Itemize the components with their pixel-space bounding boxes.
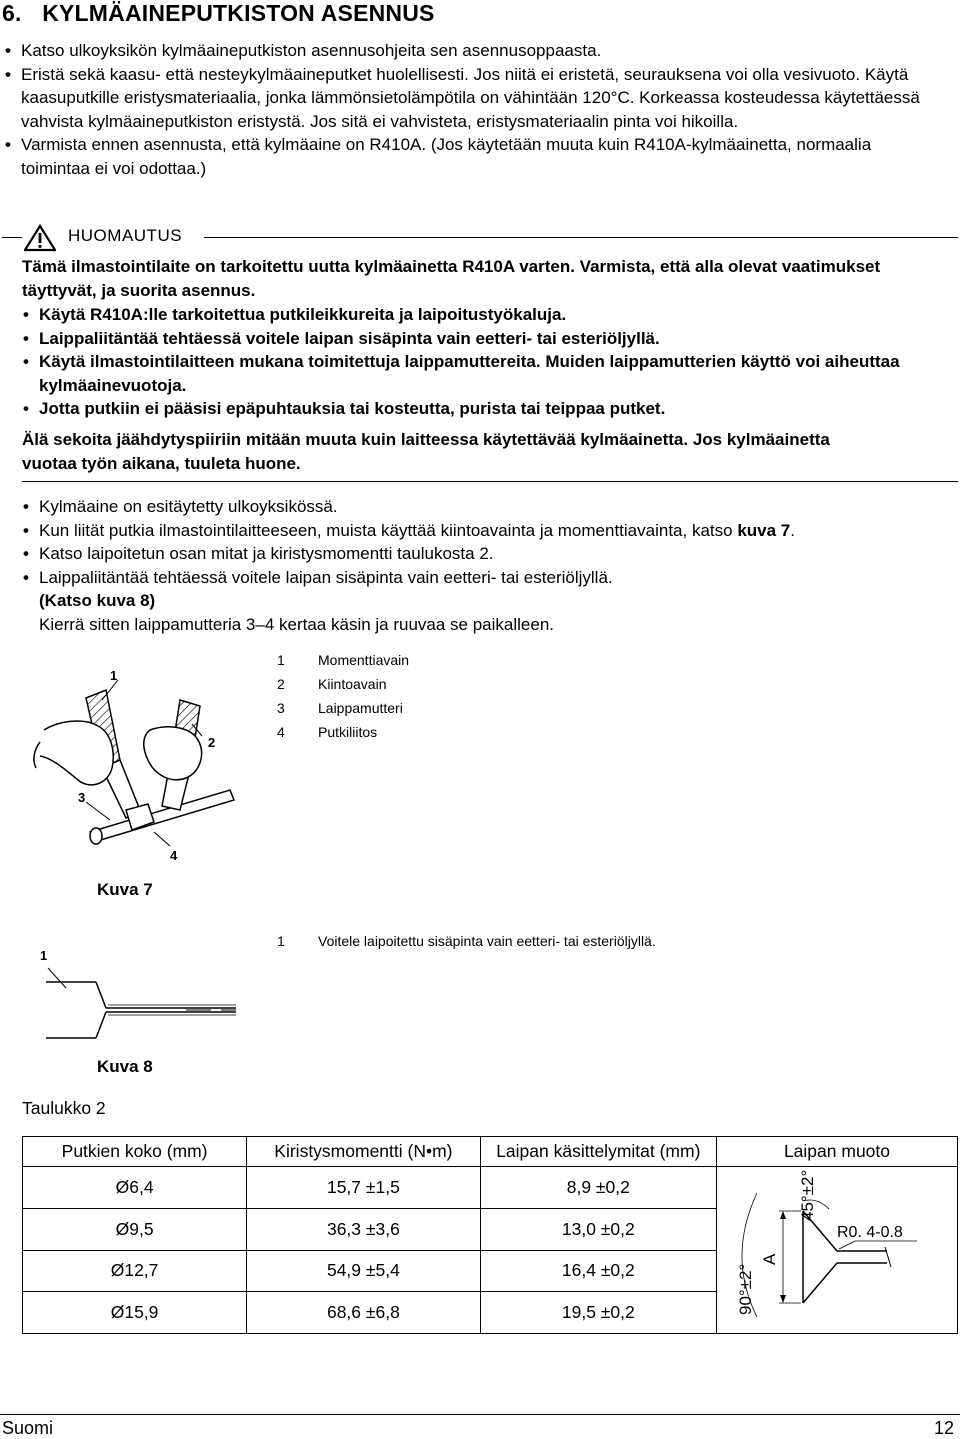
callout-3: 3 <box>78 790 86 805</box>
table-row <box>23 1167 958 1209</box>
legend-item: 1 Voitele laipoitettu sisäpinta vain eetteri- tai esteriöljyllä. <box>277 933 656 949</box>
table-cell: Ø12,7 <box>23 1250 247 1292</box>
warning-icon <box>24 224 56 252</box>
column-header: Putkien koko (mm) <box>23 1137 247 1167</box>
table-cell: 8,9 ±0,2 <box>480 1167 716 1209</box>
figure-reference: kuva 7 <box>737 520 791 540</box>
flare-illustration <box>36 960 276 1050</box>
section-heading <box>2 0 435 27</box>
figure-reference: (Katso kuva 8) <box>39 591 156 610</box>
column-header: Kiristysmomentti (N•m) <box>247 1137 480 1167</box>
notice-label: HUOMAUTUS <box>68 226 183 245</box>
list-item: • Laippaliitäntää tehtäessä voitele laipan sisäpinta vain eetteri- tai esteriöljyllä. <box>22 327 958 351</box>
section-title: KYLMÄAINEPUTKISTON ASENNUS <box>42 0 435 26</box>
table-cell: 13,0 ±0,2 <box>480 1208 716 1250</box>
step-text: Laippaliitäntää tehtäessä voitele laipan sisäpinta vain eetteri- tai esteriöljyllä. <box>39 567 613 587</box>
dimension-a-label: A <box>759 1253 779 1265</box>
notice-rule-right <box>204 237 958 238</box>
intro-list <box>4 39 954 180</box>
table-cell: Ø9,5 <box>23 1208 247 1250</box>
callout-4: 4 <box>170 848 178 863</box>
list-item <box>22 566 958 637</box>
notice-list <box>22 303 958 421</box>
figure-8-legend <box>277 929 877 953</box>
list-item: • Käytä R410A:lle tarkoitettua putkileikkureita ja laipoitustyökaluja. <box>22 303 958 327</box>
list-item: • Katso laipoitetun osan mitat ja kiristysmomentti taulukosta 2. <box>22 542 958 566</box>
figure-7-caption: Kuva 7 <box>97 880 153 899</box>
notice-rule-left <box>2 237 22 238</box>
column-header: Laipan muoto <box>716 1137 957 1167</box>
angle-90-label: 90°±2° <box>735 1263 755 1315</box>
callout-1: 1 <box>110 668 118 683</box>
legend-item: 4 Putkiliitos <box>277 724 378 740</box>
table-cell: 16,4 ±0,2 <box>480 1250 716 1292</box>
torque-table <box>22 1136 958 1334</box>
list-item: • Jotta putkiin ei pääsisi epäpuhtauksia tai kosteutta, purista tai teippaa putket. <box>22 397 958 421</box>
notice-bottom-rule <box>22 481 958 482</box>
section-number: 6. <box>2 0 22 26</box>
list-item: • Käytä ilmastointilaitteen mukana toimitettuja laippamuttereita. Muiden laippamutterien käyttö voi aiheuttaa kylmäainevuotoja. <box>22 350 958 397</box>
wrench-illustration <box>30 660 260 870</box>
flare-shape-diagram <box>717 1167 957 1333</box>
notice-closing: Älä sekoita jäähdytyspiiriin mitään muuta kuin laitteessa käytettävää kylmäainetta. Jos kylmäainetta vuotaa työn aikana, tuuleta huone. <box>22 430 830 473</box>
page-number: 12 <box>933 1418 954 1438</box>
steps-list <box>22 495 958 636</box>
column-header: Laipan käsittelymitat (mm) <box>480 1137 716 1167</box>
legend-item: 1 Momenttiavain <box>277 652 410 668</box>
notice-lead: Tämä ilmastointilaite on tarkoitettu uutta kylmäainetta R410A varten. Varmista, että alla olevat vaatimukset täyttyvät, ja suorita asennus. <box>22 257 881 300</box>
table-cell: 68,6 ±6,8 <box>247 1292 480 1334</box>
table-title: Taulukko 2 <box>22 1098 106 1118</box>
figure-7-legend <box>277 648 577 744</box>
step-text: Kierrä sitten laippamutteria 3–4 kertaa käsin ja ruuvaa se paikalleen. <box>39 614 555 634</box>
table-cell: 36,3 ±3,6 <box>247 1208 480 1250</box>
list-item: • Kylmäaine on esitäytetty ulkoyksikössä. <box>22 495 958 519</box>
footer-rule <box>0 1414 960 1415</box>
legend-item: 3 Laippamutteri <box>277 700 403 716</box>
table-cell: 54,9 ±5,4 <box>247 1250 480 1292</box>
legend-item: 2 Kiintoavain <box>277 676 387 692</box>
table-cell: Ø6,4 <box>23 1167 247 1209</box>
step-text-end: . <box>790 520 795 540</box>
notice-header <box>2 224 958 252</box>
footer-language: Suomi <box>2 1418 54 1438</box>
callout-1: 1 <box>40 948 48 963</box>
list-item: • Katso ulkoyksikön kylmäaineputkiston asennusohjeita sen asennusoppaasta. <box>4 39 954 63</box>
radius-label: R0. 4-0.8 <box>836 1224 903 1241</box>
angle-45-label: 45°±2° <box>797 1169 817 1221</box>
flare-shape-cell <box>716 1167 957 1334</box>
table-cell: 15,7 ±1,5 <box>247 1167 480 1209</box>
figure-8-caption: Kuva 8 <box>97 1057 153 1076</box>
callout-2: 2 <box>208 735 216 750</box>
table-cell: 19,5 ±0,2 <box>480 1292 716 1334</box>
list-item <box>22 519 958 543</box>
table-header-row <box>23 1137 958 1167</box>
list-item: • Varmista ennen asennusta, että kylmäaine on R410A. (Jos käytetään muuta kuin R410A-kylmäainetta, normaalia toimintaa ei voi odottaa.) <box>4 133 954 180</box>
step-text: Kun liität putkia ilmastointilaitteeseen, muista käyttää kiintoavainta ja momenttiavainta, katso <box>39 520 738 540</box>
list-item: • Eristä sekä kaasu- että nesteykylmäaineputket huolellisesti. Jos niitä ei eristetä, seurauksena voi olla vesivuoto. Käytä kaasuputkille eristysmateriaalia, jonka lämmönsietolämpötila on vähintään 120°C. Korkeassa kosteudessa käytettäessä vahvista kylmäaineputkiston eristystä. Jos sitä ei vahvisteta, eristysmateriaalin pinta voi hikoilla. <box>4 63 954 134</box>
table-cell: Ø15,9 <box>23 1292 247 1334</box>
